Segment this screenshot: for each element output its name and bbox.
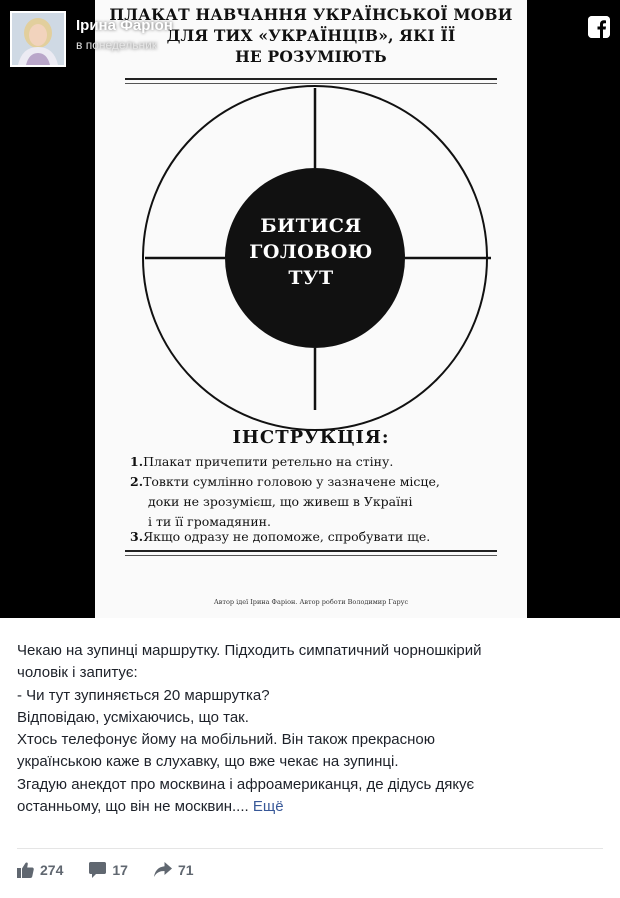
comment-count: 17 (112, 862, 128, 878)
caption-line-last (17, 796, 597, 818)
share-count-button[interactable] (154, 862, 194, 878)
target-line: ТУТ (288, 267, 334, 289)
instruction-number: 3. (130, 529, 144, 544)
comment-icon (89, 862, 106, 878)
poster-title-line: ПЛАКАТ НАВЧАННЯ УКРАЇНСЬКОЇ МОВИ (109, 5, 513, 24)
instruction-text: Товкти сумлінно головою у зазначене місце, (143, 474, 440, 489)
like-count-button[interactable] (17, 862, 63, 878)
target-line: БИТИСЯ (260, 215, 362, 237)
engagement-bar (17, 862, 220, 878)
post-header (10, 11, 173, 67)
instruction-item (148, 492, 528, 512)
footer-divider (17, 848, 603, 849)
poster-image (95, 0, 527, 618)
see-more-link[interactable]: Ещё (252, 798, 284, 816)
caption-line: Хтось телефонує йому на мобільний. Він також прекрасною (17, 731, 436, 749)
author-name-link[interactable]: Ірина Фаріон (76, 17, 173, 34)
instruction-item (130, 472, 510, 492)
like-count: 274 (40, 862, 64, 878)
target-line: ГОЛОВОЮ (249, 241, 373, 263)
caption-line: Відповідаю, усміхаючись, що так. (17, 708, 249, 726)
instruction-text: доки не зрозумієш, що живеш в Україні (148, 494, 413, 509)
instruction-text: Якщо одразу не допоможе, спробувати ще. (143, 529, 431, 544)
poster-title-line: НЕ РОЗУМІЮТЬ (235, 47, 387, 66)
caption-line: Чекаю на зупинці маршрутку. Підходить симпатичний чорношкірий (17, 642, 482, 659)
poster-rule-bottom-thin (125, 555, 497, 556)
instruction-text: Плакат причепити ретельно на стіну. (143, 454, 394, 469)
poster-credits: Автор ідеї Ірина Фаріон. Автор роботи Володимир Гарус (213, 598, 409, 606)
caption-line: чоловік і запитує: (17, 664, 138, 682)
caption-line: останньому, що він не москвин.... (17, 798, 249, 816)
share-count: 71 (177, 862, 194, 878)
avatar-portrait-icon (12, 13, 64, 65)
caption-line: українською каже в слухавку, що вже чекає на зупинці. (17, 753, 399, 771)
caption-line: - Чи тут зупиняється 20 маршрутка? (17, 686, 270, 704)
share-arrow-icon (154, 862, 172, 878)
comment-count-button[interactable] (89, 862, 128, 878)
instruction-text: і ти її громадянин. (148, 514, 271, 529)
instruction-item (130, 527, 510, 547)
poster-rule-bottom (125, 550, 497, 552)
avatar[interactable] (10, 11, 66, 67)
facebook-logo-glyph (588, 16, 610, 38)
post-caption (17, 640, 597, 818)
thumbs-up-icon (17, 862, 34, 878)
instruction-number: 1. (130, 454, 144, 469)
instruction-item (130, 452, 510, 472)
target-center-text (95, 213, 527, 291)
poster-title-line: ДЛЯ ТИХ «УКРАЇНЦІВ», ЯКІ ЇЇ (166, 26, 456, 45)
facebook-icon[interactable] (588, 16, 610, 38)
instruction-number: 2. (130, 474, 144, 489)
instructions-heading: ІНСТРУКЦІЯ: (232, 427, 390, 448)
caption-line: Згадую анекдот про москвина і афроамериканця, де дідусь дякує (17, 775, 475, 793)
post-timestamp[interactable]: в понедельник (76, 38, 158, 52)
